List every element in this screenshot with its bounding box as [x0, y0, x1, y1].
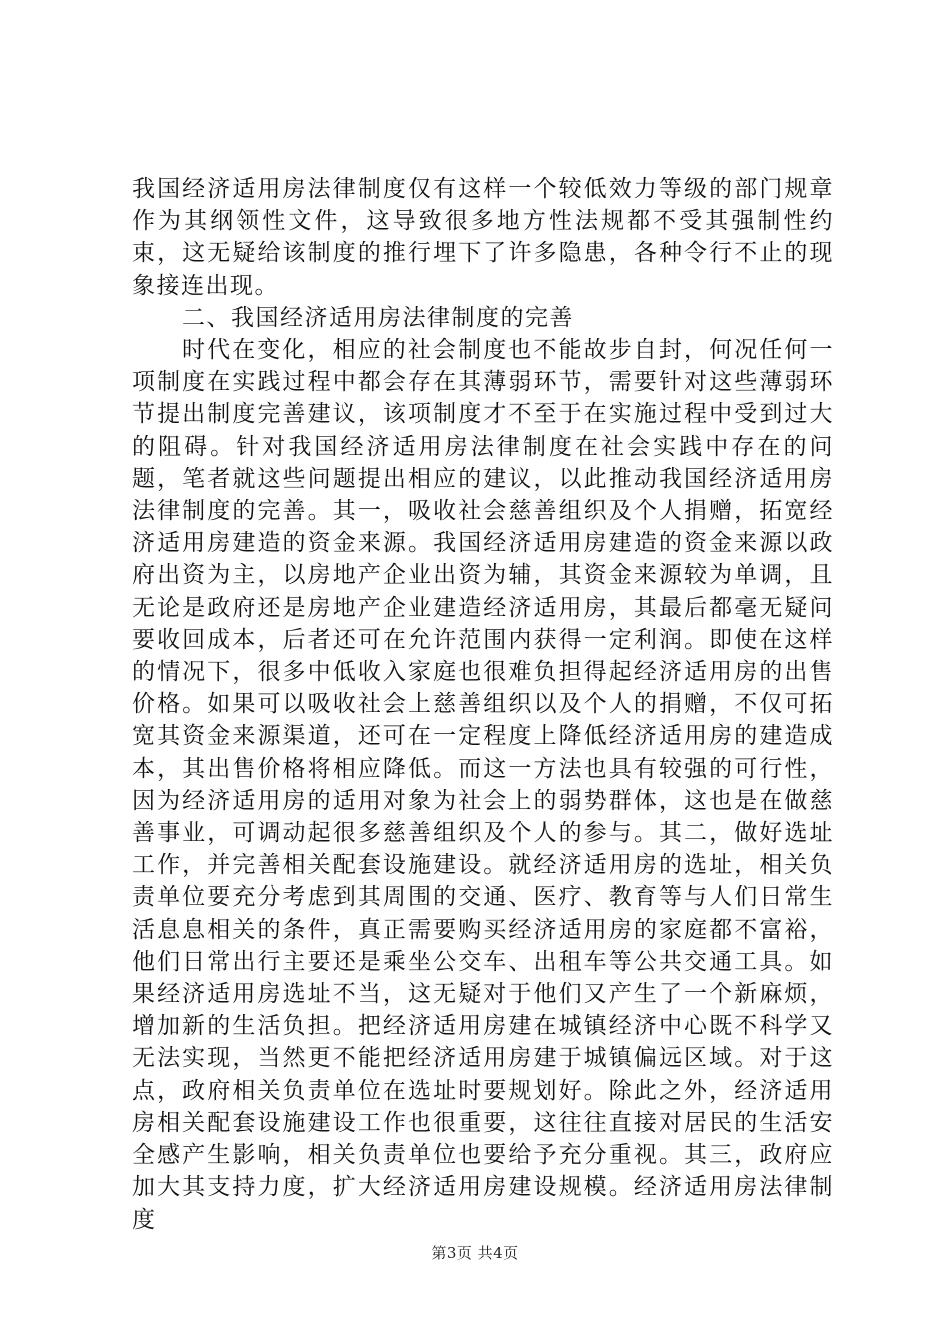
paragraph-main: 时代在变化，相应的社会制度也不能故步自封，何况任何一项制度在实践过程中都会存在其薄弱环节，需要针对这些薄弱环节提出制度完善建议，该项制度才不至于在实施过程中受到过大的阻碍。针对我国经济适用房法律制度在社会实践中存在的问题，笔者就这些问题提出相应的建议，以此推动我国经济适用房法律制度的完善。其一，吸收社会慈善组织及个人捐赠，拓宽经济适用房建造的资金来源。我国经济适用房建造的资金来源以政府出资为主，以房地产企业出资为辅，其资金来源较为单调，且无论是政府还是房地产企业建造经济适用房，其最后都毫无疑问要收回成本，后者还可在允许范围内获得一定利润。即使在这样的情况下，很多中低收入家庭也很难负担得起经济适用房的出售价格。如果可以吸收社会上慈善组织以及个人的捐赠，不仅可拓宽其资金来源渠道，还可在一定程度上降低经济适用房的建造成本，其出售价格将相应降低。而这一方法也具有较强的可行性，因为经济适用房的适用对象为社会上的弱势群体，这也是在做慈善事业，可调动起很多慈善组织及个人的参与。其二，做好选址工作，并完善相关配套设施建设。就经济适用房的选址，相关负责单位要充分考虑到其周围的交通、医疗、教育等与人们日常生活息息相关的条件，真正需要购买经济适用房的家庭都不富裕，他们日常出行主要还是乘坐公交车、出租车等公共交通工具。如果经济适用房选址不当，这无疑对于他们又产生了一个新麻烦，增加新的生活负担。把经济适用房建在城镇经济中心既不科学又无法实现，当然更不能把经济适用房建于城镇偏远区域。对于这点，政府相关负责单位在选址时要规划好。除此之外，经济适用房相关配套设施建设工作也很重要，这往往直接对居民的生活安全感产生影响，相关负责单位也要给予充分重视。其三，政府应加大其支持力度，扩大经济适用房建设规模。经济适用房法律制度 [132, 337, 834, 1233]
document-body [132, 173, 834, 1236]
page-number-footer: 第3页 共4页 [431, 1244, 519, 1262]
paragraph-intro: 我国经济适用房法律制度仅有这样一个较低效力等级的部门规章作为其纲领性文件，这导致很多地方性法规都不受其强制性约束，这无疑给该制度的推行埋下了许多隐患，各种令行不止的现象接连出现。 [132, 176, 834, 299]
section-heading: 二、我国经济适用房法律制度的完善 [182, 304, 574, 331]
